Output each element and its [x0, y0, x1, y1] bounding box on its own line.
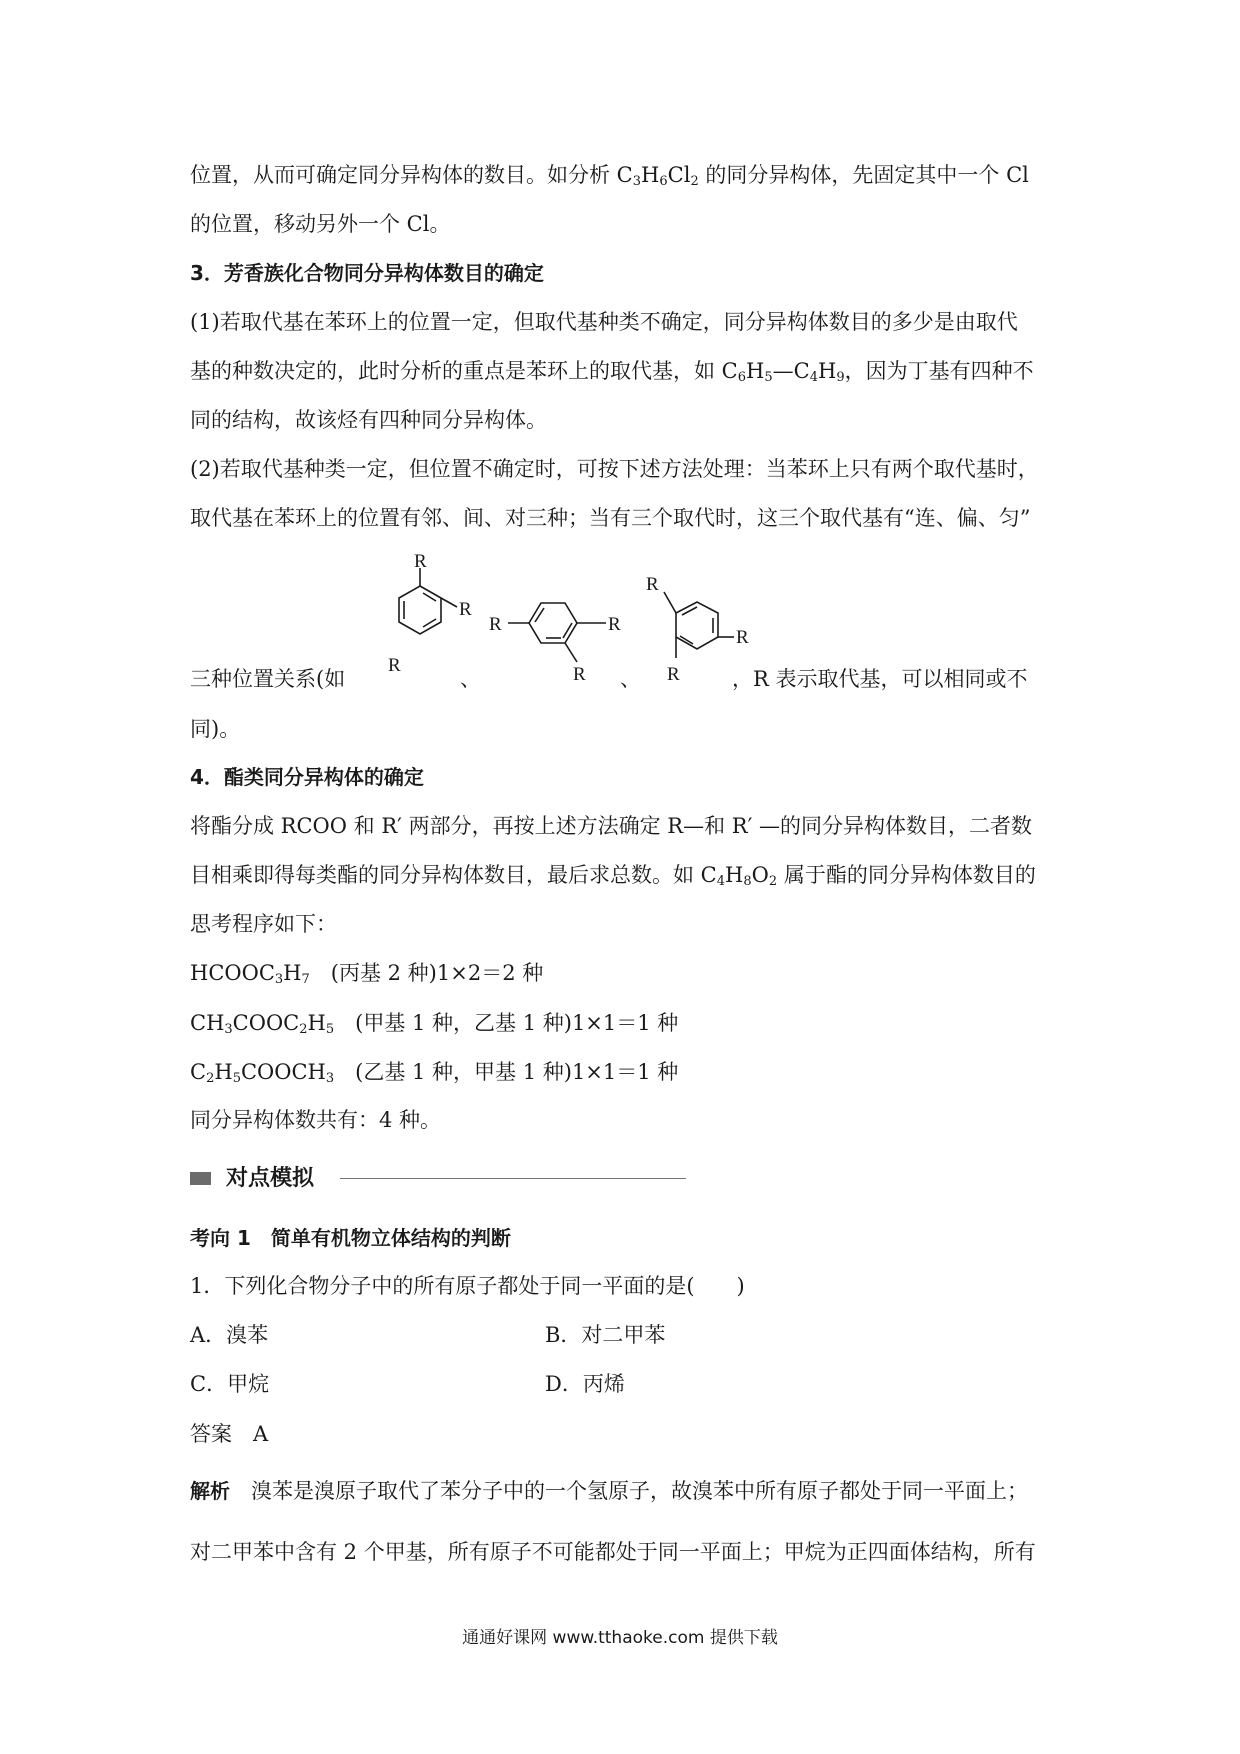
substituent-label: R: [646, 574, 659, 595]
text-line: 同)。: [190, 717, 241, 741]
topic-heading: 考向 1 简单有机物立体结构的判断: [190, 1226, 511, 1250]
separator: 、: [460, 667, 481, 691]
option-d: D．丙烯: [545, 1372, 625, 1396]
substituent-label: R: [573, 664, 586, 685]
substituent-label: R: [459, 599, 472, 620]
substituent-label: R: [388, 655, 401, 676]
section-heading: 3．芳香族化合物同分异构体数目的确定: [190, 261, 544, 285]
analysis-line: 对二甲苯中含有 2 个甲基，所有原子不可能都处于同一平面上；甲烷为正四面体结构，所有: [190, 1540, 1036, 1564]
formula-line: $CH_3COOC_2H_5$ (甲基 1 种，乙基 1 种)1×1＝1 种: [190, 1011, 679, 1037]
benzene-partial-structure: [488, 600, 628, 690]
analysis-label: 解析: [190, 1479, 230, 1503]
text-line: 目相乘即得每类酯的同分异构体数目，最后求总数。如 $C_4H_8O_2$ 属于酯的同分异构体数目的: [190, 863, 1036, 889]
option-c: C．甲烷: [190, 1372, 270, 1396]
text-line: 思考程序如下：: [190, 912, 337, 936]
text-line: 的位置，移动另外一个 Cl。: [190, 212, 451, 236]
section-heading: 4．酯类同分异构体的确定: [190, 765, 424, 789]
text-line: (2)若取代基种类一定，但位置不确定时，可按下述方法处理：当苯环上只有两个取代基时，: [190, 457, 1039, 481]
option-a: A．溴苯: [190, 1323, 269, 1347]
text-line: 取代基在苯环上的位置有邻、间、对三种；当有三个取代时，这三个取代基有“连、偏、匀”: [190, 506, 1031, 530]
divider: [340, 1178, 686, 1179]
text-line: 基的种数决定的，此时分析的重点是苯环上的取代基，如 $C_6H_5—C_4H_9$，因为丁基有四种不: [190, 359, 1034, 385]
substituent-label: R: [667, 664, 680, 685]
text-line: 将酯分成 RCOO 和 R′ 两部分，再按上述方法确定 R—和 R′ —的同分异构体数目，二者数: [190, 814, 1033, 838]
text-line: (1)若取代基在苯环上的位置一定，但取代基种类不确定，同分异构体数目的多少是由取代: [190, 310, 1018, 334]
analysis-line: 解析 溴苯是溴原子取代了苯分子中的一个氢原子，故溴苯中所有原子都处于同一平面上；: [190, 1479, 1028, 1503]
benzene-adjacent-structure: [340, 551, 472, 685]
practice-title: 对点模拟: [226, 1166, 315, 1191]
formula-line: $C_2H_5COOCH_3$ (乙基 1 种，甲基 1 种)1×1＝1 种: [190, 1060, 679, 1086]
text-line: ，R 表示取代基，可以相同或不: [732, 667, 1028, 691]
substituent-label: R: [414, 551, 427, 572]
formula-line: $HCOOC_3H_7$ (丙基 2 种)1×2＝2 种: [190, 961, 544, 987]
text-line: 同的结构，故该烃有四种同分异构体。: [190, 408, 547, 432]
text-line: 同分异构体数共有：4 种。: [190, 1108, 442, 1132]
text-line: 位置，从而可确定同分异构体的数目。如分析 $C_3H_6Cl_2$ 的同分异构体，先固定其中一个 Cl: [190, 163, 1029, 189]
option-b: B．对二甲苯: [545, 1323, 666, 1347]
section-marker: [190, 1172, 211, 1185]
text-line: 三种位置关系(如: [190, 667, 346, 691]
question-text: 1．下列化合物分子中的所有原子都处于同一平面的是( ): [190, 1274, 745, 1298]
substituent-label: R: [608, 614, 621, 635]
separator: 、: [620, 667, 641, 691]
footer-text: 通通好课网 www.tthaoke.com 提供下载: [462, 1628, 778, 1648]
answer-line: 答案 A: [190, 1422, 269, 1446]
substituent-label: R: [489, 614, 502, 635]
substituent-label: R: [736, 627, 749, 648]
